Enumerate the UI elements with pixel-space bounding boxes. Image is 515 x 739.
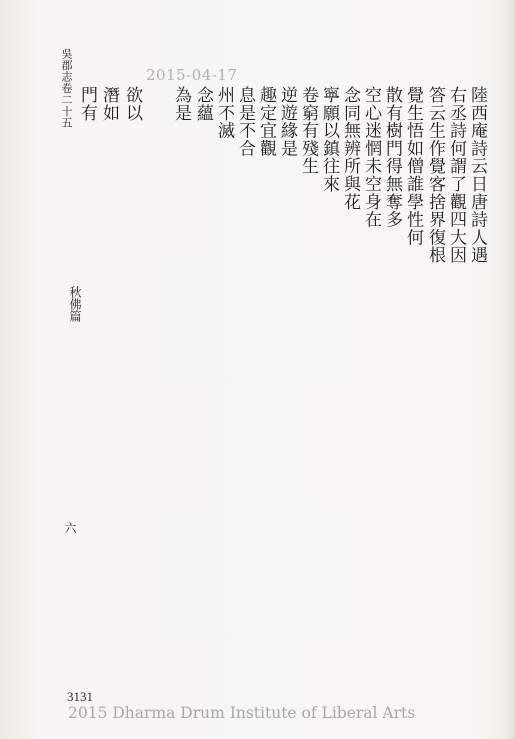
institution-watermark: 2015 Dharma Drum Institute of Liberal Arts	[68, 704, 416, 722]
text-column: 寧願以鎮往來	[319, 86, 339, 193]
running-header: 吳郡志卷二十五	[60, 48, 73, 129]
folio-number: 六	[63, 522, 77, 534]
text-column: 潛如	[99, 86, 119, 122]
text-column: 趣定宜觀	[256, 86, 276, 158]
page-edge-shadow	[503, 0, 515, 739]
date-watermark: 2015-04-17	[146, 66, 238, 84]
text-column: 右丞詩何謂了觀四大因	[446, 86, 466, 264]
text-column: 州不滅	[214, 86, 234, 140]
text-column: 息是不合	[235, 86, 255, 158]
text-column: 覺生悟如僧誰學性何	[403, 86, 423, 247]
text-column: 散有樹門得無奪多	[382, 86, 402, 229]
text-column: 逆遊緣是	[277, 86, 297, 158]
text-column: 答云生作覺客捨界復根	[425, 86, 445, 264]
text-column: 念同無辨所與花	[340, 86, 360, 211]
text-column: 欲以	[122, 86, 142, 122]
text-column: 陸西庵詩云日唐詩人遇	[467, 86, 487, 264]
page-number: 3131	[67, 689, 93, 704]
text-column: 為是	[171, 86, 191, 122]
text-column: 空心迷惘未空身在	[361, 86, 381, 229]
text-column: 卷窮有殘生	[298, 86, 318, 175]
text-column: 門有	[77, 86, 97, 122]
side-note: 秋佛篇	[68, 286, 82, 322]
text-column: 念蘊	[193, 86, 213, 122]
